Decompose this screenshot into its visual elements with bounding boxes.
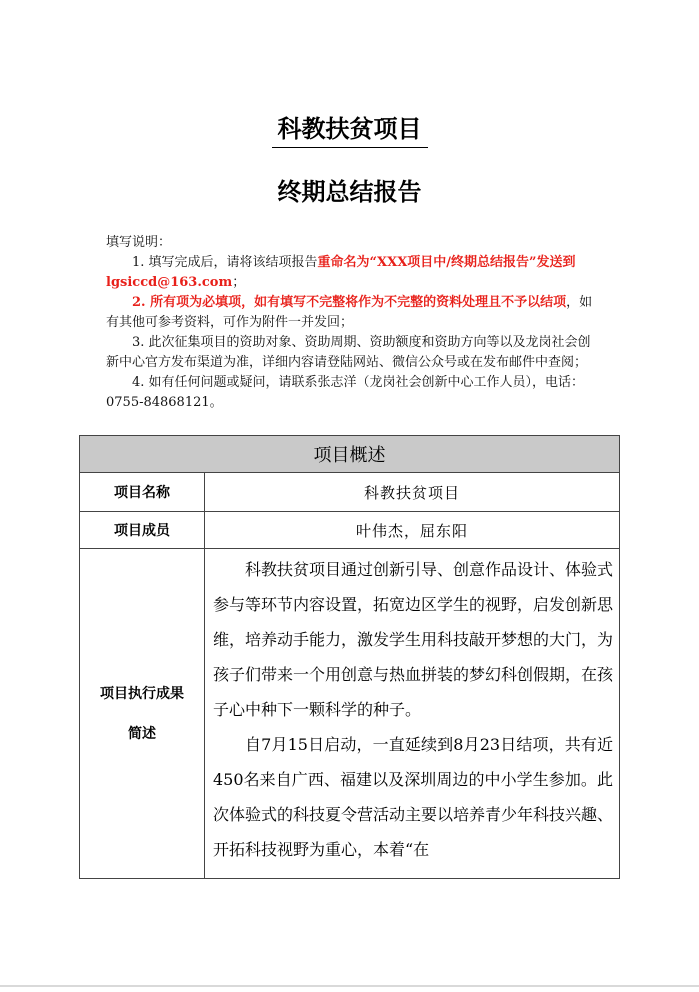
project-name-value: 科教扶贫项目 (205, 473, 620, 512)
page-bottom-edge (0, 985, 699, 987)
document-title-text: 科教扶贫项目 (272, 112, 428, 148)
fill-instructions (106, 233, 602, 413)
instruction-item-2 (106, 293, 602, 333)
summary-label-line-1: 项目执行成果 (100, 685, 184, 702)
summary-label (80, 549, 205, 879)
instruction-1-text: 1. 填写完成后，请将该结项报告 (132, 255, 318, 270)
summary-cell (205, 549, 620, 879)
summary-text (205, 549, 619, 878)
table-row (80, 473, 620, 512)
instruction-item-3: 3. 此次征集项目的资助对象、资助周期、资助额度和资助方向等以及龙岗社会创新中心官方发布渠道为准，详细内容请登陆网站、微信公众号或在发布邮件中查阅； (106, 335, 591, 370)
project-name-label: 项目名称 (80, 473, 205, 512)
project-members-label: 项目成员 (80, 512, 205, 549)
instruction-1-suffix: ； (232, 275, 246, 290)
summary-paragraph-2: 自7月15日启动，一直延续到8月23日结项，共有近450名来自广西、福建以及深圳周边的中小学生参加。此次体验式的科技夏令营活动主要以培养青少年科技兴趣、开拓科技视野为重心，本着“在 (213, 735, 614, 859)
summary-label-line-2: 简述 (128, 725, 156, 742)
instruction-item-4: 4. 如有任何问题或疑问，请联系张志洋（龙岗社会创新中心工作人员），电话：0755-84868121。 (106, 375, 585, 410)
project-overview-table (79, 435, 620, 879)
project-members-value: 叶伟杰，屈东阳 (205, 512, 620, 549)
table-row (80, 549, 620, 879)
document-subtitle: 终期总结报告 (277, 178, 422, 206)
instructions-heading: 填写说明： (106, 235, 172, 250)
document-title (0, 112, 699, 148)
table-row (80, 512, 620, 549)
instruction-item-1 (106, 253, 602, 293)
summary-paragraph-1: 科教扶贫项目通过创新引导、创意作品设计、体验式参与等环节内容设置，拓宽边区学生的视野，启发创新思维，培养动手能力，激发学生用科技敲开梦想的大门，为孩子们带来一个用创意与热血拼装的梦幻科创假期，在孩子心中种下一颗科学的种子。 (213, 560, 614, 719)
table-header: 项目概述 (80, 436, 620, 473)
instruction-1-highlight: 重命名为“XXX项目中/终期总结报告”发送到lgsiccd@163.com (106, 255, 576, 290)
instruction-2-highlight: 2. 所有项为必填项，如有填写不完整将作为不完整的资料处理且不予以结项 (132, 295, 567, 310)
instruction-2-text: ，如有其他可参考资料，可作为附件一并发回； (106, 295, 593, 330)
